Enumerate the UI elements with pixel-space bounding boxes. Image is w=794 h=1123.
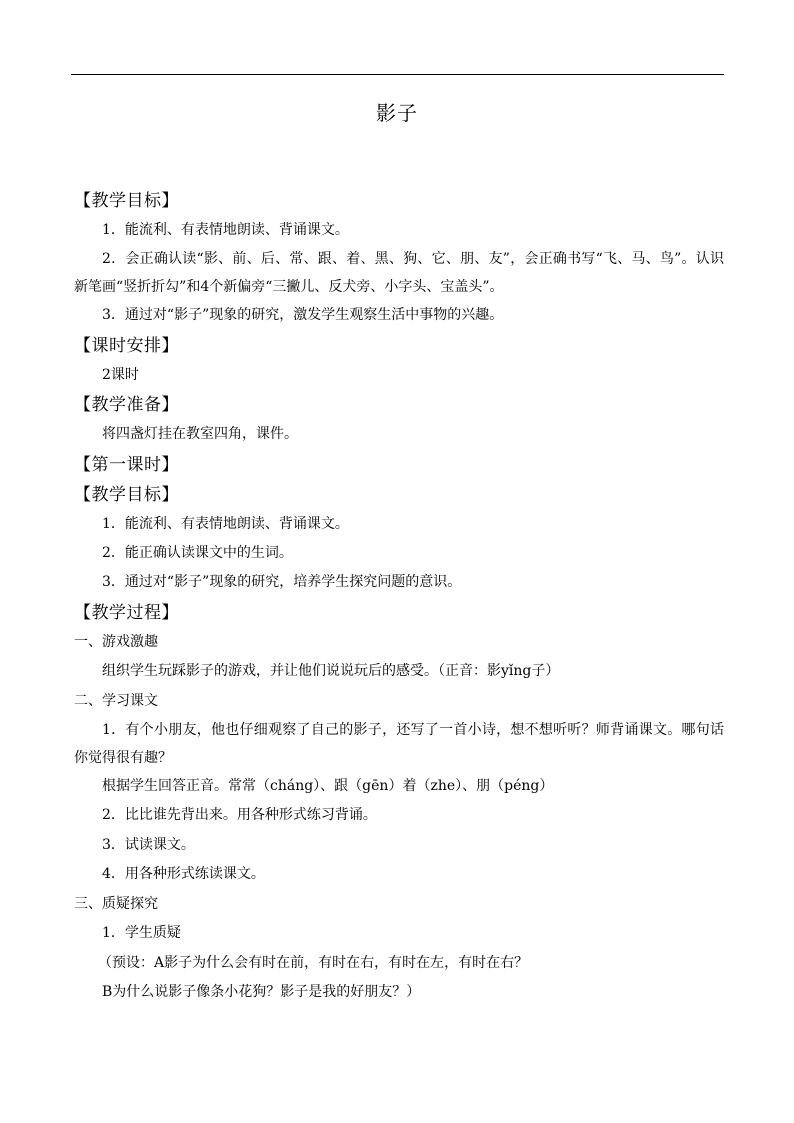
process-item: 3．试读课文。 xyxy=(102,836,195,853)
section-heading-first-lesson: 【第一课时】 xyxy=(74,454,179,475)
process-part-title: 三、质疑探究 xyxy=(74,895,158,912)
first-goal-item: 2．能正确认读课文中的生词。 xyxy=(102,545,293,562)
schedule-text: 2课时 xyxy=(102,366,139,383)
process-item: 1．学生质疑 xyxy=(102,925,181,942)
process-part-text: 组织学生玩踩影子的游戏，并让他们说说玩后的感受。（正音：影yǐng子） xyxy=(102,663,560,680)
document-body xyxy=(74,186,724,1007)
process-item: 4．用各种形式练读课文。 xyxy=(102,866,265,883)
document-title: 影子 xyxy=(376,101,418,125)
process-item: 1．有个小朋友，他也仔细观察了自己的影子，还写了一首小诗，想不想听听？师背诵课文。哪句话你觉得很有趣？ xyxy=(74,722,724,767)
goal-item: 3．通过对“影子”现象的研究，激发学生观察生活中事物的兴趣。 xyxy=(102,307,504,324)
section-heading-first-goals: 【教学目标】 xyxy=(74,484,179,505)
first-goal-item: 1．能流利、有表情地朗读、背诵课文。 xyxy=(102,515,349,532)
goal-item: 2．会正确认读“影、前、后、常、跟、着、黑、狗、它、朋、友”，会正确书写“飞、马、鸟”。认识新笔画“竖折折勾”和4个新偏旁“三撇儿、反犬旁、小字头、宝盖头”。 xyxy=(74,251,724,296)
section-heading-schedule: 【课时安排】 xyxy=(74,335,179,356)
process-item: 根据学生回答正音。常常（cháng）、跟（gēn）着（zhe）、朋（péng） xyxy=(102,778,554,795)
process-part-title: 一、游戏激趣 xyxy=(74,633,158,650)
process-item: 2．比比谁先背出来。用各种形式练习背诵。 xyxy=(102,807,377,824)
section-heading-goals: 【教学目标】 xyxy=(74,191,179,211)
goal-item: 1．能流利、有表情地朗读、背诵课文。 xyxy=(102,222,349,238)
section-heading-preparation: 【教学准备】 xyxy=(74,395,179,416)
header-rule xyxy=(71,74,724,75)
section-heading-process: 【教学过程】 xyxy=(74,602,179,623)
process-item: （预设：A影子为什么会有时在前，有时在右，有时在左，有时在右？ xyxy=(98,954,529,971)
first-goal-item: 3．通过对“影子”现象的研究，培养学生探究问题的意识。 xyxy=(102,574,462,591)
process-item: B为什么说影子像条小花狗？影子是我的好朋友？） xyxy=(102,983,421,1000)
preparation-text: 将四盏灯挂在教室四角，课件。 xyxy=(102,426,298,443)
process-part-title: 二、学习课文 xyxy=(74,692,158,709)
